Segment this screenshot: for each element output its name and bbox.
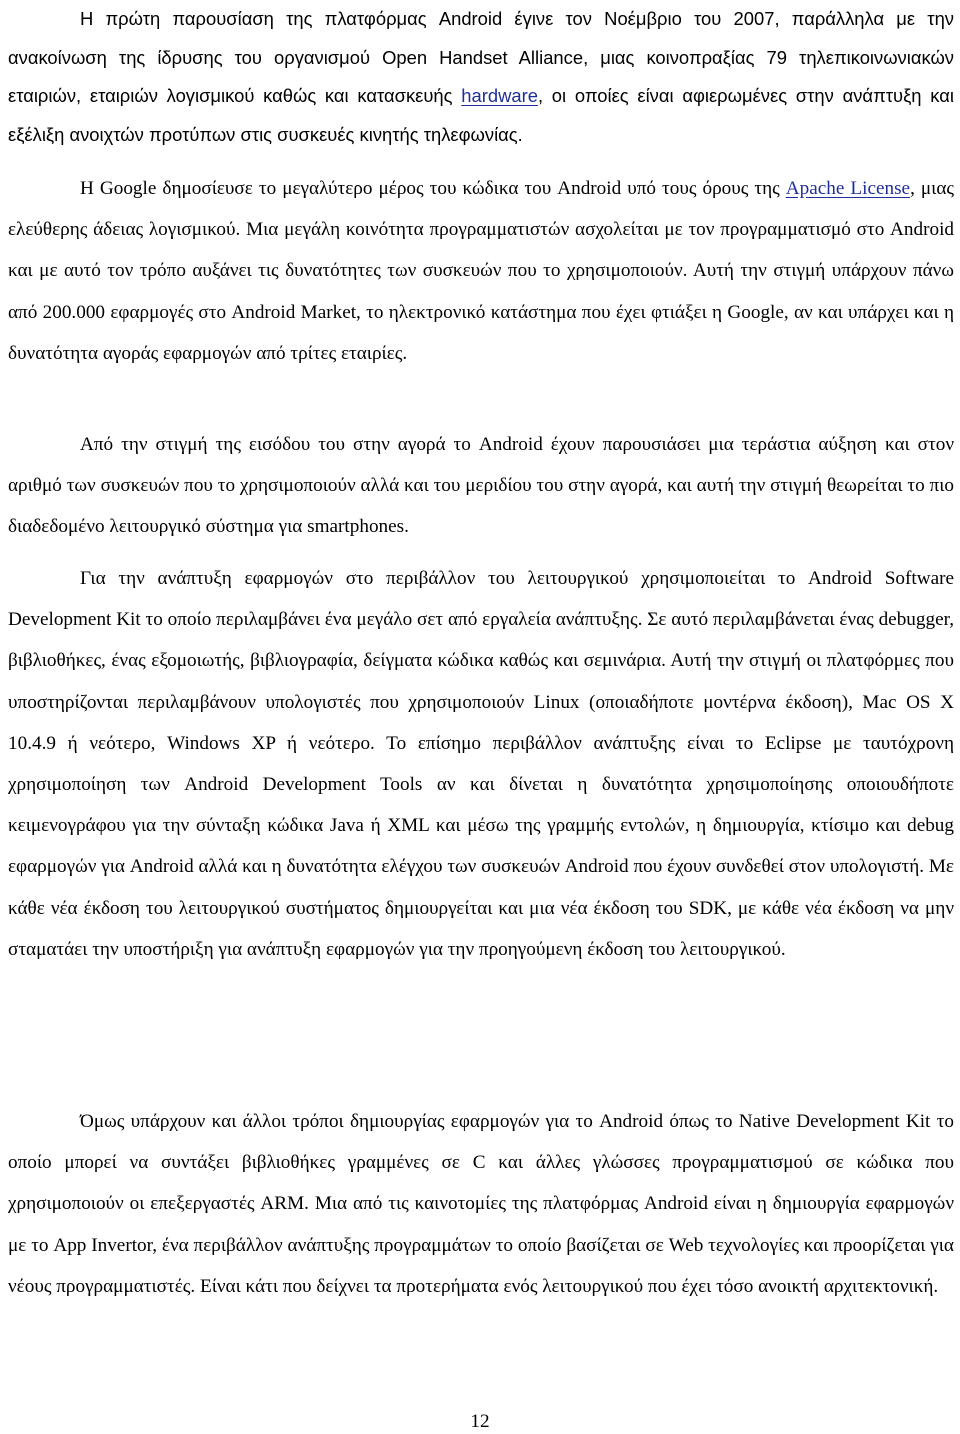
paragraph-2-text-start: Η Google δημοσίευσε το μεγαλύτερο μέρος του κώδικα του Android υπό τους όρους της (80, 178, 786, 199)
paragraph-4-text: Για την ανάπτυξη εφαρμογών στο περιβάλλον του λειτουργικού χρησιμοποιείται το Android Software Development Kit το οποίο περιλαμβάνει ένα μεγάλο σετ από εργαλεία ανάπτυξης. Σε αυτό περιλαμβάνεται ένας debugger, βιβλιοθήκες, ένας εξομοιωτής, βιβλιογραφία, δείγματα κώδικα καθώς και σεμινάρια. Αυτή την στιγμή οι πλατφόρμες που υποστηρίζονται περιλαμβάνουν υπολογιστές που χρησιμοποιούν Linux (οποιαδήποτε μοντέρνα έκδοση), Mac OS X 10.4.9 ή νεότερο, Windows XP ή νεότερο. Το επίσημο περιβάλλον ανάπτυξης είναι το Eclipse με ταυτόχρονη χρησιμοποίηση των Android Development Tools αν και δίνεται η δυνατότητα χρησιμοποίησης οποιουδήποτε κειμενογράφου για την σύνταξη κώδικα Java ή XML και μέσω της γραμμής εντολών, η δημιουργία, κτίσιμο και debug εφαρμογών για Android αλλά και η δυνατότητα ελέγχου των συσκευών Android που έχουν συνδεθεί στον υπολογιστή. Με κάθε νέα έκδοση του λειτουργικού συστήματος δημιουργείται και μια νέα έκδοση του SDK, με κάθε νέα έκδοση να μην σταματάει την υποστήριξη για ανάπτυξη εφαρμογών για την προηγούμενη έκδοση του λειτουργικού. (8, 568, 954, 960)
paragraph-2-text-end: , μιας ελεύθερης άδειας λογισμικού. Μια μεγάλη κοινότητα προγραμματιστών ασχολείται με τον προγραμματισμό στο Android και με αυτό τον τρόπο αυξάνει τις δυνατότητες των συσκευών που το χρησιμοποιούν. Αυτή την στιγμή υπάρχουν πάνω από 200.000 εφαρμογές στο Android Market, το ηλεκτρονικό κατάστημα που έχει φτιάξει η Google, αν και υπάρχει και η δυνατότητα αγοράς εφαρμογών από τρίτες εταιρίες. (8, 178, 954, 364)
hardware-link[interactable]: hardware (461, 85, 538, 107)
paragraph-1 (8, 0, 954, 154)
paragraph-5-text: Όμως υπάρχουν και άλλοι τρόποι δημιουργίας εφαρμογών για το Android όπως το Native Development Kit το οποίο μπορεί να συντάξει βιβλιοθήκες γραμμένες σε C και άλλες γλώσσες προγραμματισμού σε κώδικα που χρησιμοποιούν οι επεξεργαστές ARM. Μια από τις καινοτομίες της πλατφόρμας Android είναι η δημιουργία εφαρμογών με το App Invertor, ένα περιβάλλον ανάπτυξης προγραμμάτων το οποίο βασίζεται σε Web τεχνολογίες και προορίζεται για νέους προγραμματιστές. Είναι κάτι που δείχνει τα προτερήματα ενός λειτουργικού που έχει τόσο ανοικτή αρχιτεκτονική. (8, 1111, 954, 1297)
paragraph-4 (8, 558, 954, 970)
paragraph-3 (8, 424, 954, 548)
paragraph-1-text-end: , οι οποίες είναι αφιερωμένες στην ανάπτυξη και εξέλιξη ανοιχτών προτύπων στις συσκευές κινητής τηλεφωνίας. (8, 85, 954, 145)
paragraph-3-text: Από την στιγμή της εισόδου του στην αγορά το Android έχουν παρουσιάσει μια τεράστια αύξηση και στον αριθμό των συσκευών που το χρησιμοποιούν αλλά και του μεριδίου του στην αγορά, και αυτή την στιγμή θεωρείται το πιο διαδεδομένο λειτουργικό σύστημα για smartphones. (8, 434, 954, 538)
apache-license-link[interactable]: Apache License (785, 178, 911, 199)
paragraph-1-text-start: Η πρώτη παρουσίαση της πλατφόρμας Android έγινε τον Νοέμβριο του 2007, παράλληλα με την ανακοίνωση της ίδρυσης του οργανισμού Open Handset Alliance, μιας κοινοπραξίας 79 τηλεπικοινωνιακών εταιριών, εταιριών λογισμικού καθώς και κατασκευής (8, 8, 954, 107)
paragraph-5 (8, 1101, 954, 1307)
page-number: 12 (470, 1411, 490, 1432)
document-page (8, 0, 954, 1434)
paragraph-2 (8, 168, 954, 374)
